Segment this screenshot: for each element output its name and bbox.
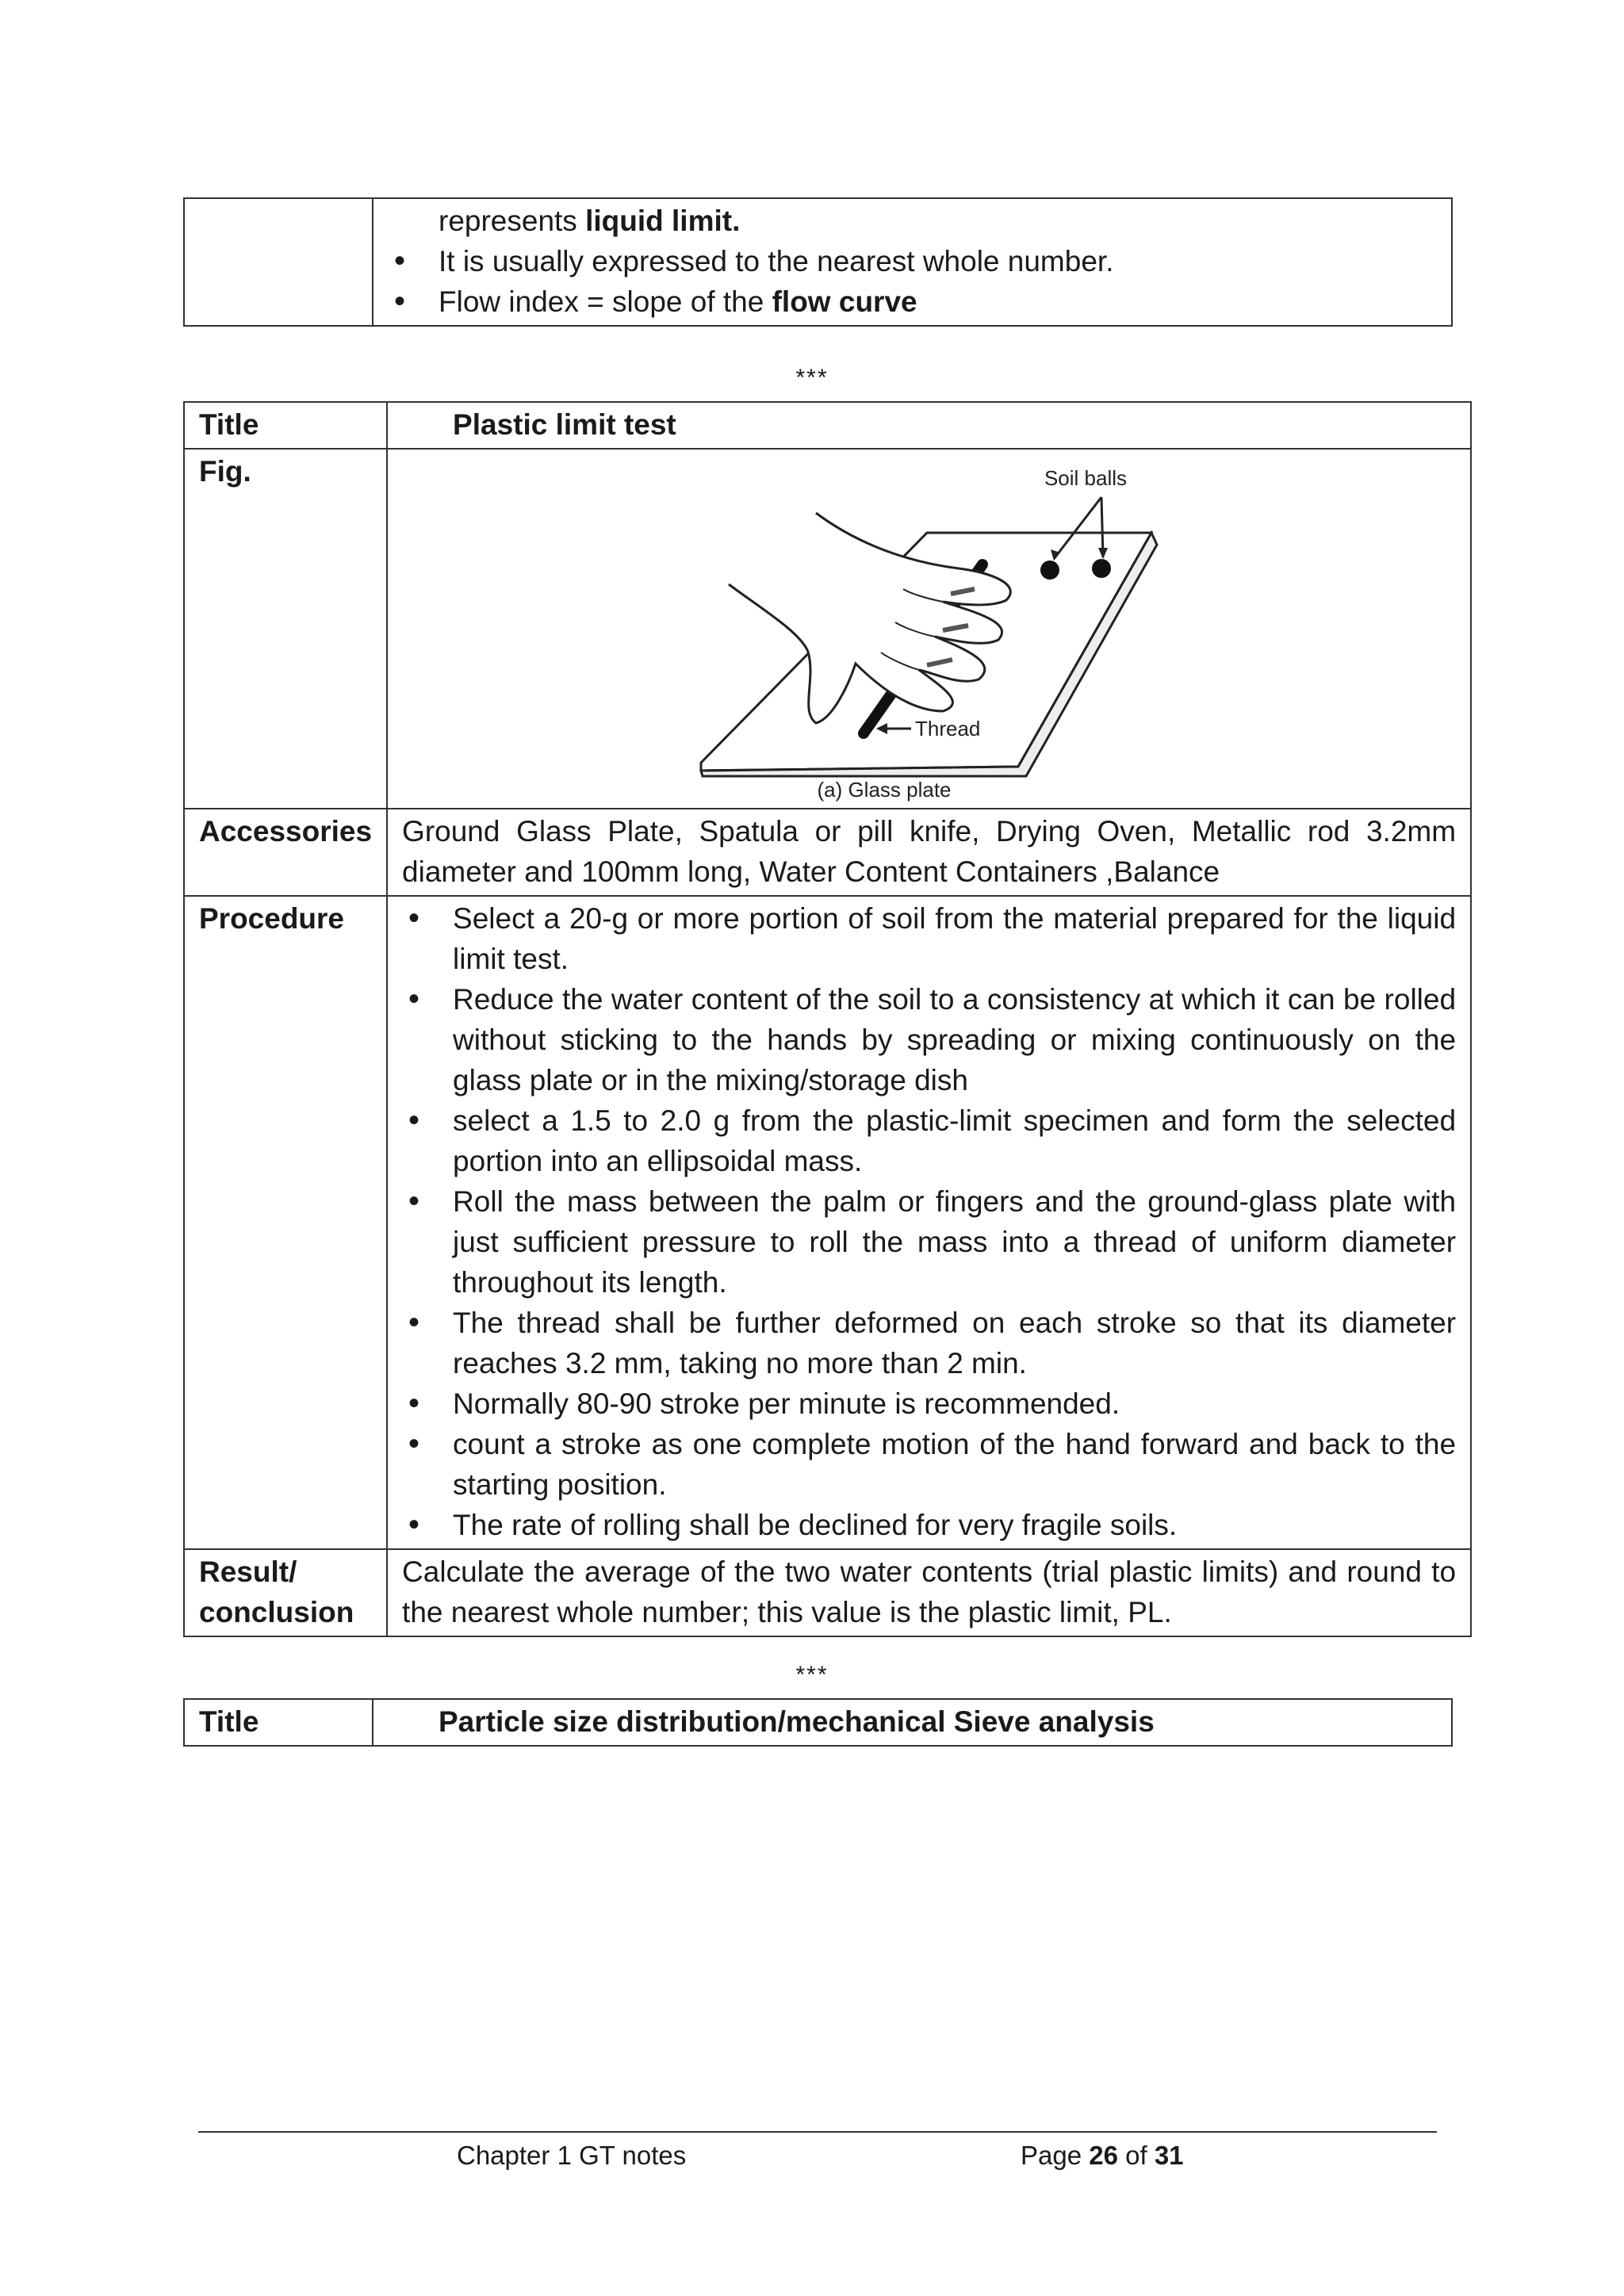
- figure-caption: (a) Glass plate: [817, 778, 952, 802]
- page-title: Plastic limit test: [453, 408, 676, 441]
- list-item: • count a stroke as one complete motion of the hand forward and back to the starting position.: [402, 1424, 1456, 1505]
- list-item: • The thread shall be further deformed on each stroke so that its diameter reaches 3.2 mm, taking no more than 2 min.: [402, 1303, 1456, 1383]
- arrow-line: [1054, 497, 1101, 559]
- list-item: • It is usually expressed to the nearest whole number.: [388, 241, 1437, 281]
- title-value-cell: [387, 402, 1471, 449]
- accessories-label: Accessories: [184, 809, 387, 896]
- continuation-line: represents liquid limit.: [439, 205, 741, 237]
- thread-label: Thread: [915, 717, 981, 740]
- arrowhead-icon: [1098, 548, 1108, 559]
- list-item: • select a 1.5 to 2.0 g from the plastic-limit specimen and form the selected portion into an ellipsoidal mass.: [402, 1100, 1456, 1181]
- figure-cell: [387, 449, 1471, 809]
- plastic-limit-table: [183, 401, 1472, 1637]
- sieve-analysis-table: [183, 1698, 1453, 1747]
- list-item: • Flow index = slope of the flow curve: [388, 281, 1437, 322]
- title-label: Title: [184, 1699, 373, 1746]
- list-item: • Reduce the water content of the soil to a consistency at which it can be rolled without sticking to the hands by spreading or mixing continuously on the glass plate or in the mixing/storage dish: [402, 979, 1456, 1100]
- liquid-limit-continuation-table: [183, 197, 1453, 327]
- procedure-list: [402, 898, 1456, 1545]
- title-label: Title: [184, 402, 387, 449]
- glass-plate-illustration: [388, 450, 1470, 808]
- footer-chapter: Chapter 1 GT notes: [457, 2141, 687, 2170]
- soil-balls-label: Soil balls: [1044, 466, 1128, 490]
- accessories-text: Ground Glass Plate, Spatula or pill knife, Drying Oven, Metallic rod 3.2mm diameter and 100mm long, Water Content Containers ,Balance: [387, 809, 1471, 896]
- list-item: • Normally 80-90 stroke per minute is recommended.: [402, 1383, 1456, 1424]
- footer-page-number: Page 26 of 31: [1021, 2141, 1184, 2170]
- arrowhead-icon: [876, 723, 887, 734]
- section-separator: ***: [795, 365, 829, 391]
- continuation-bullets: [388, 241, 1437, 322]
- empty-label-cell: [184, 198, 373, 326]
- fig-label: Fig.: [184, 449, 387, 809]
- section-separator: ***: [795, 1662, 829, 1688]
- list-item: • The rate of rolling shall be declined for very fragile soils.: [402, 1505, 1456, 1545]
- result-label: Result/ conclusion: [184, 1549, 387, 1636]
- title-value-cell: [373, 1699, 1452, 1746]
- soil-ball-icon: [1040, 561, 1059, 580]
- soil-ball-icon: [1092, 559, 1111, 578]
- list-item: • Select a 20-g or more portion of soil from the material prepared for the liquid limit test.: [402, 898, 1456, 979]
- footer-divider: [198, 2131, 1437, 2133]
- continuation-cell: [373, 198, 1452, 326]
- section-title: Particle size distribution/mechanical Sieve analysis: [439, 1705, 1155, 1738]
- figure: [388, 450, 1470, 808]
- procedure-label: Procedure: [184, 896, 387, 1549]
- result-text: Calculate the average of the two water contents (trial plastic limits) and round to the nearest whole number; this value is the plastic limit, PL.: [387, 1549, 1471, 1636]
- procedure-cell: [387, 896, 1471, 1549]
- list-item: • Roll the mass between the palm or fingers and the ground-glass plate with just sufficient pressure to roll the mass into a thread of uniform diameter throughout its length.: [402, 1181, 1456, 1303]
